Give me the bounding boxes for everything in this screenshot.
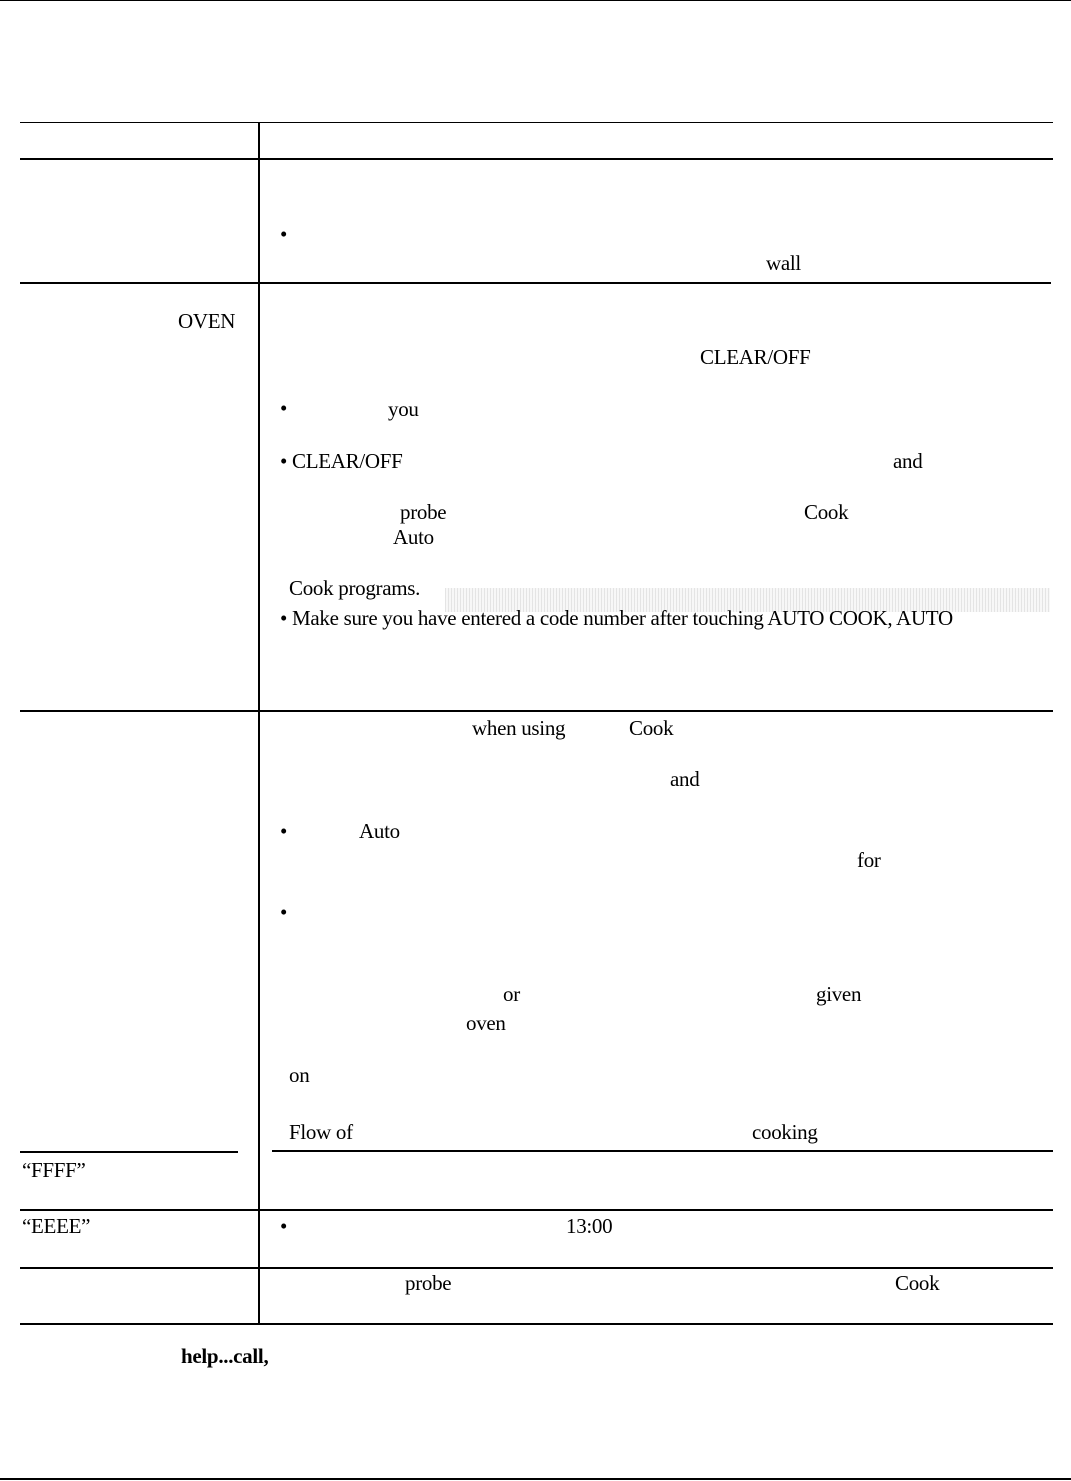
row5-bottom-rule	[20, 1267, 1053, 1269]
row3-cook: Cook	[629, 716, 674, 740]
row3-or: or	[503, 982, 520, 1006]
row2-clear-off-bullet: • CLEAR/OFF	[280, 449, 403, 473]
help-call-text: help...call,	[181, 1344, 269, 1368]
eeee-code: “EEEE”	[22, 1214, 91, 1238]
row3-left-bottom-rule	[20, 1151, 238, 1153]
ffff-code: “FFFF”	[22, 1158, 86, 1182]
row2-cook: Cook	[804, 500, 849, 524]
row3-oven: oven	[466, 1011, 506, 1035]
row3-when-using: when using	[472, 716, 566, 740]
column-divider	[258, 122, 260, 1325]
row2-bullet-you: •	[280, 396, 288, 420]
row5-time: 13:00	[566, 1214, 613, 1238]
row6-cook: Cook	[895, 1271, 940, 1295]
row2-bottom-rule	[20, 710, 1053, 712]
row2-make-sure: • Make sure you have entered a code number after touching AUTO COOK, AUTO	[280, 606, 953, 630]
row3-bullet-auto: •	[280, 819, 288, 843]
row2-clear-off: CLEAR/OFF	[700, 345, 811, 369]
row2-you: you	[388, 397, 419, 421]
row1-wall: wall	[766, 251, 801, 275]
row1-bullet: •	[280, 222, 288, 246]
row3-auto: Auto	[359, 819, 400, 843]
table-header-bottom-rule	[20, 158, 1053, 160]
row2-and: and	[893, 449, 923, 473]
row5-bullet: •	[280, 1214, 288, 1238]
row4-bottom-rule	[20, 1209, 1053, 1211]
row3-flow-of: Flow of	[289, 1120, 353, 1144]
row3-for: for	[857, 848, 881, 872]
row3-on: on	[289, 1063, 310, 1087]
row2-cook-programs: Cook programs.	[289, 576, 421, 600]
row3-given: given	[816, 982, 862, 1006]
row2-auto: Auto	[393, 525, 434, 549]
table-header-top-rule	[20, 122, 1053, 123]
row3-cooking: cooking	[752, 1120, 818, 1144]
row2-probe: probe	[400, 500, 447, 524]
table-bottom-rule	[20, 1323, 1053, 1325]
page-bottom-rule	[0, 1478, 1071, 1480]
row6-probe: probe	[405, 1271, 452, 1295]
oven-label: OVEN	[178, 311, 236, 332]
page-top-rule	[0, 0, 1071, 1]
row1-bottom-rule	[20, 282, 1051, 284]
row3-bullet-second: •	[280, 900, 288, 924]
row3-and: and	[670, 767, 700, 791]
row3-right-bottom-rule	[272, 1150, 1053, 1152]
